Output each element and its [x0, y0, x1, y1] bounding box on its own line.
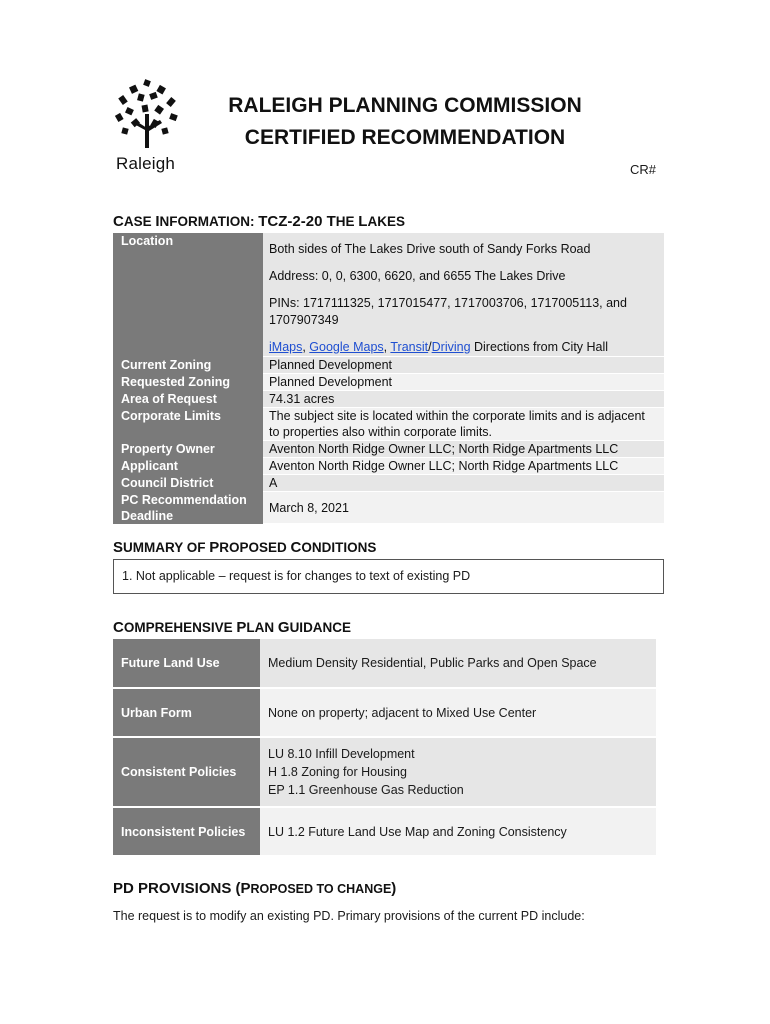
area-value: 74.31 acres	[263, 391, 664, 408]
council-label: Council District	[113, 475, 263, 492]
policy-item: H 1.8 Zoning for Housing	[268, 765, 407, 779]
owner-row	[113, 441, 664, 458]
logo-text: Raleigh	[116, 154, 176, 173]
council-row	[113, 475, 664, 492]
requested-zoning-label: Requested Zoning	[113, 374, 263, 391]
area-label: Area of Request	[113, 391, 263, 408]
urban-form-value: None on property; adjacent to Mixed Use Center	[260, 688, 656, 737]
imaps-link[interactable]: iMaps	[269, 340, 303, 354]
case-information-heading: CASE INFORMATION: TCZ-2-20 THE LAKES	[113, 213, 405, 230]
applicant-row	[113, 458, 664, 475]
requested-zoning-row	[113, 374, 664, 391]
future-land-use-row	[113, 639, 656, 688]
consistent-policies-row	[113, 737, 656, 807]
inconsistent-policies-value: LU 1.2 Future Land Use Map and Zoning Consistency	[260, 807, 656, 856]
summary-heading: SUMMARY OF PROPOSED CONDITIONS	[113, 539, 377, 556]
google-maps-link[interactable]: Google Maps	[309, 340, 384, 354]
page-title-line2: CERTIFIED RECOMMENDATION	[244, 126, 566, 149]
location-row	[113, 233, 664, 357]
urban-form-label: Urban Form	[113, 688, 260, 737]
urban-form-row	[113, 688, 656, 737]
future-land-use-label: Future Land Use	[113, 639, 260, 688]
summary-item: 1. Not applicable – request is for changes to text of existing PD	[122, 569, 471, 583]
transit-link[interactable]: Transit	[390, 340, 429, 354]
pd-provisions-heading: PD PROVISIONS (PROPOSED TO CHANGE)	[113, 880, 397, 897]
inconsistent-policies-label: Inconsistent Policies	[113, 807, 260, 856]
case-information-table	[113, 233, 664, 524]
council-value: A	[263, 475, 664, 492]
summary-box	[113, 559, 664, 594]
owner-label: Property Owner	[113, 441, 263, 458]
comprehensive-plan-table	[113, 639, 656, 857]
area-row	[113, 391, 664, 408]
requested-zoning-value: Planned Development	[263, 374, 664, 391]
page-title-line1: RALEIGH PLANNING COMMISSION	[228, 94, 582, 117]
location-description: Both sides of The Lakes Drive south of Sandy Forks Road	[269, 242, 591, 256]
applicant-value: Aventon North Ridge Owner LLC; North Ridge Apartments LLC	[263, 458, 664, 475]
location-address: Address: 0, 0, 6300, 6620, and 6655 The Lakes Drive	[269, 269, 566, 283]
location-pins: PINs: 1717111325, 1717015477, 1717003706, 1717005113, and 1707907349	[269, 296, 627, 327]
corporate-limits-row	[113, 408, 664, 441]
current-zoning-label: Current Zoning	[113, 357, 263, 374]
pd-provisions-text: The request is to modify an existing PD. Primary provisions of the current PD include:	[113, 909, 585, 923]
policy-item: EP 1.1 Greenhouse Gas Reduction	[268, 783, 464, 797]
consistent-policies-label: Consistent Policies	[113, 737, 260, 807]
corporate-limits-value: The subject site is located within the corporate limits and is adjacent to properties also within corporate limits.	[263, 408, 664, 441]
deadline-value: March 8, 2021	[263, 492, 664, 524]
current-zoning-value: Planned Development	[263, 357, 664, 374]
current-zoning-row	[113, 357, 664, 374]
applicant-label: Applicant	[113, 458, 263, 475]
deadline-label: PC Recommendation Deadline	[113, 492, 263, 524]
cr-number: CR#	[629, 162, 656, 177]
policy-item: LU 8.10 Infill Development	[268, 747, 415, 761]
driving-link[interactable]: Driving	[431, 340, 471, 354]
corporate-limits-label: Corporate Limits	[113, 408, 263, 441]
future-land-use-value: Medium Density Residential, Public Parks and Open Space	[260, 639, 656, 688]
comprehensive-plan-heading: COMPREHENSIVE PLAN GUIDANCE	[113, 619, 352, 636]
location-label: Location	[113, 233, 263, 357]
location-value	[263, 233, 664, 357]
inconsistent-policies-row	[113, 807, 656, 856]
consistent-policies-value	[260, 737, 656, 807]
owner-value: Aventon North Ridge Owner LLC; North Ridge Apartments LLC	[263, 441, 664, 458]
deadline-row	[113, 492, 664, 524]
location-links: iMaps, Google Maps, Transit/Driving Directions from City Hall	[269, 340, 609, 354]
